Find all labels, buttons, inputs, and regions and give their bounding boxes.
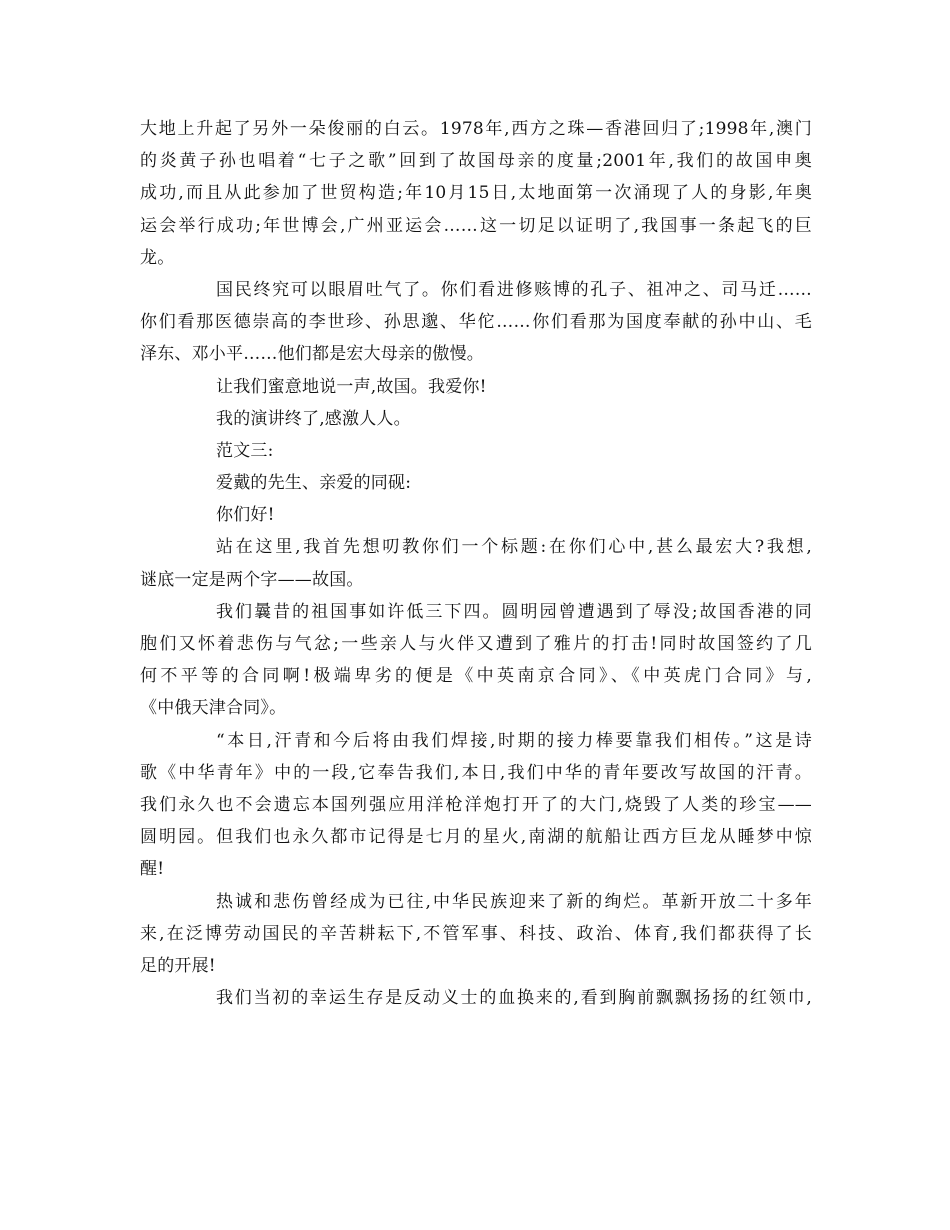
text-line: 爱戴的先生、亲爱的同砚:: [216, 473, 412, 494]
text-line: 站在这里,我首先想叨教你们一个标题:在你们心中,甚么最宏大?我想,: [216, 537, 812, 558]
text-line: 大地上升起了另外一朵俊丽的白云。1978年,西方之珠—香港回归了;1998年,澳门: [140, 119, 812, 139]
text-line: 龙。: [140, 247, 175, 268]
body-text: [140, 113, 812, 1014]
text-line: “本日,汗青和今后将由我们焊接,时期的接力棒要靠我们相传。”这是诗: [216, 730, 812, 751]
text-line: 圆明园。但我们也永久都市记得是七月的星火,南湖的航船让西方巨龙从睡梦中惊: [140, 827, 812, 848]
text-line: 让我们蜜意地说一声,故国。我爱你!: [216, 376, 487, 397]
text-line: 成功,而且从此参加了世贸构造;年10月15日,太地面第一次涌现了人的身影,年奥: [140, 183, 812, 204]
text-line: 胞们又怀着悲伤与气忿;一些亲人与火伴又遭到了雅片的打击!同时故国签约了几: [140, 634, 812, 654]
text-line: 我们永久也不会遗忘本国列强应用洋枪洋炮打开了的大门,烧毁了人类的珍宝——: [140, 794, 812, 815]
text-line: 热诚和悲伤曾经成为已往,中华民族迎来了新的绚烂。革新开放二十多年: [216, 891, 812, 912]
text-line: 我们曩昔的祖国事如许低三下四。圆明园曾遭遇到了辱没;故国香港的同: [216, 601, 812, 622]
text-line: 何不平等的合同啊!极端卑劣的便是《中英南京合同》、《中英虎门合同》与,: [140, 666, 812, 687]
text-line: 国民终究可以眼眉吐气了。你们看进修赅博的孔子、祖冲之、司马迁……: [216, 279, 812, 300]
text-line: 《中俄天津合同》。: [140, 698, 287, 719]
text-line: 你们看那医德崇高的李世珍、孙思邈、华佗……你们看那为国度奉献的孙中山、毛: [140, 312, 812, 333]
text-line: 的炎黄子孙也唱着“七子之歌”回到了故国母亲的度量;2001年,我们的故国申奥: [140, 151, 812, 172]
text-line: 来,在泛博劳动国民的辛苦耕耘下,不管军事、科技、政治、体育,我们都获得了长: [140, 923, 812, 944]
text-line: 足的开展!: [140, 955, 216, 976]
text-line: 谜底一定是两个字——故国。: [140, 569, 364, 590]
text-line: 歌《中华青年》中的一段,它奉告我们,本日,我们中华的青年要改写故国的汗青。: [140, 762, 812, 783]
text-line: 你们好!: [216, 505, 275, 526]
text-line: 范文三:: [216, 440, 274, 461]
text-line: 泽东、邓小平……他们都是宏大母亲的傲慢。: [140, 344, 484, 365]
text-line: 我们当初的幸运生存是反动义士的血换来的,看到胸前飘飘扬扬的红领巾,: [216, 988, 812, 1009]
text-line: 运会举行成功;年世博会,广州亚运会……这一切足以证明了,我国事一条起飞的巨: [140, 215, 812, 236]
text-line: 醒!: [140, 859, 165, 880]
text-line: 我的演讲终了,感激人人。: [216, 408, 411, 429]
